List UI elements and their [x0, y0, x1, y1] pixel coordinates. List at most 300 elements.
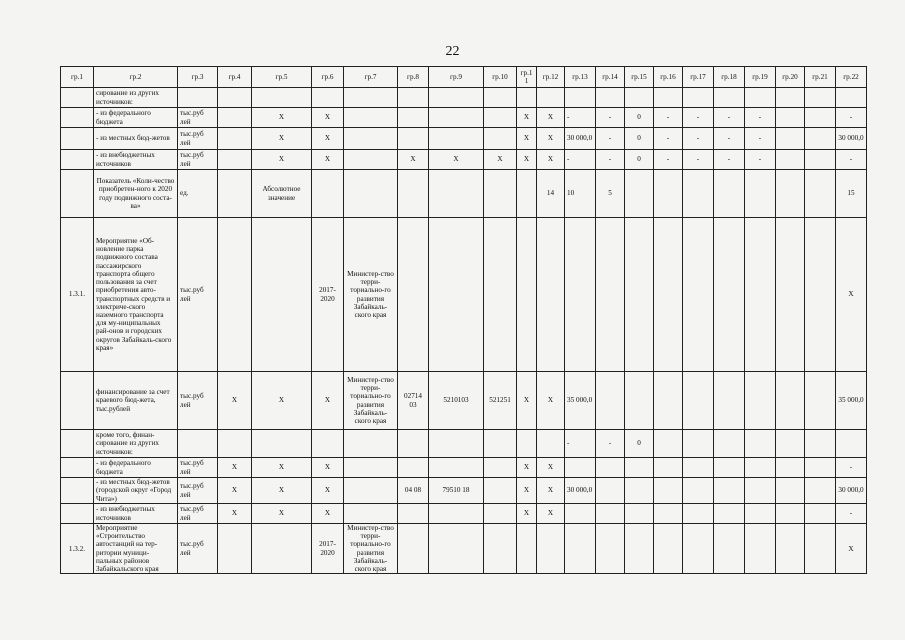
table-cell — [398, 524, 429, 574]
table-cell: - — [836, 108, 867, 128]
row-label-cell: сирование из других источников: — [94, 88, 178, 108]
table-cell — [517, 524, 537, 574]
table-cell — [714, 218, 745, 372]
table-cell: X — [398, 150, 429, 170]
table-cell — [714, 88, 745, 108]
table-cell: - — [654, 150, 683, 170]
table-cell: X — [537, 504, 565, 524]
table-cell — [776, 478, 805, 504]
table-cell — [344, 504, 398, 524]
col-header: гр.1 — [61, 67, 94, 88]
table-cell — [805, 478, 836, 504]
table-cell — [745, 372, 776, 430]
table-cell: 15 — [836, 170, 867, 218]
col-header: гр.12 — [537, 67, 565, 88]
col-header: гр.1 1 — [517, 67, 537, 88]
table-cell — [714, 524, 745, 574]
table-cell: Министер-ство терри-ториально-го развития Забайкаль-ского края — [344, 372, 398, 430]
table-cell — [683, 372, 714, 430]
table-cell — [776, 218, 805, 372]
table-cell — [398, 218, 429, 372]
table-cell: X — [537, 478, 565, 504]
table-cell — [484, 458, 517, 478]
table-cell — [218, 430, 252, 458]
table-row — [61, 458, 867, 478]
table-cell — [484, 88, 517, 108]
table-cell: X — [484, 150, 517, 170]
table-cell: - — [683, 128, 714, 150]
table-cell — [714, 430, 745, 458]
table-cell: X — [537, 108, 565, 128]
table-cell: - — [836, 504, 867, 524]
table-cell — [61, 458, 94, 478]
table-cell: - — [714, 108, 745, 128]
col-header: гр.9 — [429, 67, 484, 88]
table-cell: 1.3.2. — [61, 524, 94, 574]
table-cell: X — [252, 150, 312, 170]
table-cell — [745, 524, 776, 574]
table-cell: 30 000,0 — [565, 478, 596, 504]
table-cell — [398, 128, 429, 150]
table-cell — [596, 458, 625, 478]
table-cell — [625, 458, 654, 478]
table-cell — [805, 430, 836, 458]
table-cell — [484, 524, 517, 574]
table-cell — [429, 108, 484, 128]
table-cell — [805, 170, 836, 218]
table-cell — [596, 218, 625, 372]
row-label-cell: Мероприятие «Строительство автостанций на тер-ритории муници-пальных районов Забайкальского края — [94, 524, 178, 574]
table-cell: тыс.руб лей — [178, 504, 218, 524]
table-cell — [776, 150, 805, 170]
table-cell — [344, 170, 398, 218]
table-cell — [218, 524, 252, 574]
table-cell — [625, 170, 654, 218]
table-cell — [776, 128, 805, 150]
table-row — [61, 372, 867, 430]
table-cell — [398, 170, 429, 218]
table-cell — [836, 430, 867, 458]
table-cell — [484, 170, 517, 218]
table-cell: - — [654, 108, 683, 128]
table-cell: - — [745, 128, 776, 150]
table-cell: - — [565, 150, 596, 170]
table-cell — [776, 504, 805, 524]
row-label-cell: финансирование за счет краевого бюд-жета, тыс.рублей — [94, 372, 178, 430]
table-cell — [312, 430, 344, 458]
table-cell — [745, 504, 776, 524]
table-row — [61, 108, 867, 128]
table-cell — [654, 458, 683, 478]
col-header: гр.5 — [252, 67, 312, 88]
table-cell — [714, 458, 745, 478]
table-cell: X — [218, 504, 252, 524]
table-cell: X — [252, 504, 312, 524]
table-cell — [745, 170, 776, 218]
table-cell — [714, 372, 745, 430]
table-cell — [429, 524, 484, 574]
table-cell — [745, 218, 776, 372]
table-cell — [537, 218, 565, 372]
table-cell — [776, 88, 805, 108]
table-cell — [625, 218, 654, 372]
table-cell: X — [312, 372, 344, 430]
table-cell: 0 — [625, 430, 654, 458]
table-cell — [596, 504, 625, 524]
table-row — [61, 88, 867, 108]
table-cell — [565, 218, 596, 372]
table-cell: 10 — [565, 170, 596, 218]
table-cell: X — [252, 478, 312, 504]
table-cell: - — [596, 430, 625, 458]
table-cell — [683, 478, 714, 504]
table-cell — [776, 430, 805, 458]
table-cell — [344, 128, 398, 150]
table-cell — [484, 108, 517, 128]
table-cell: тыс.руб лей — [178, 150, 218, 170]
table-cell — [429, 430, 484, 458]
table-cell — [178, 430, 218, 458]
page-number: 22 — [445, 44, 460, 59]
table-cell: 0 — [625, 108, 654, 128]
table-cell — [344, 458, 398, 478]
table-cell — [429, 170, 484, 218]
table-cell: 35 000,0 — [565, 372, 596, 430]
row-label-cell: - из местных бюд-жетов — [94, 128, 178, 150]
table-cell — [683, 88, 714, 108]
col-header: гр.15 — [625, 67, 654, 88]
table-cell — [683, 430, 714, 458]
table-cell: X — [312, 478, 344, 504]
table-cell: 30 000,0 — [836, 478, 867, 504]
table-cell: - — [714, 150, 745, 170]
table-cell — [714, 478, 745, 504]
table-cell — [537, 88, 565, 108]
table-cell — [61, 372, 94, 430]
table-cell: тыс.руб лей — [178, 458, 218, 478]
table-cell — [398, 504, 429, 524]
table-cell — [537, 524, 565, 574]
table-cell: тыс.руб лей — [178, 108, 218, 128]
table-cell: - — [836, 150, 867, 170]
table-cell — [654, 372, 683, 430]
table-cell: - — [714, 128, 745, 150]
table-row — [61, 504, 867, 524]
table-cell — [61, 88, 94, 108]
table-cell: X — [312, 458, 344, 478]
table-cell — [805, 504, 836, 524]
table-row — [61, 150, 867, 170]
table-cell — [344, 430, 398, 458]
table-cell: ед. — [178, 170, 218, 218]
table-cell: тыс.руб лей — [178, 128, 218, 150]
table-cell — [654, 478, 683, 504]
table-row — [61, 218, 867, 372]
table-cell — [252, 430, 312, 458]
table-cell — [429, 218, 484, 372]
table-cell — [683, 170, 714, 218]
table-cell: - — [745, 150, 776, 170]
table-row — [61, 524, 867, 574]
table-cell: 04 08 — [398, 478, 429, 504]
table-cell — [344, 478, 398, 504]
table-cell — [776, 372, 805, 430]
table-cell — [745, 88, 776, 108]
table-cell — [776, 108, 805, 128]
table-cell — [61, 170, 94, 218]
col-header: гр.4 — [218, 67, 252, 88]
table-cell — [596, 88, 625, 108]
table-cell — [484, 218, 517, 372]
table-cell: тыс.руб лей — [178, 478, 218, 504]
table-cell — [312, 170, 344, 218]
table-cell: 35 000,0 — [836, 372, 867, 430]
table-cell: 30 000,0 — [565, 128, 596, 150]
table-cell: Абсолютное значение — [252, 170, 312, 218]
table-cell — [683, 458, 714, 478]
table-cell: X — [429, 150, 484, 170]
table-cell — [714, 170, 745, 218]
table-cell: - — [654, 128, 683, 150]
table-cell — [61, 128, 94, 150]
table-cell — [312, 88, 344, 108]
table-cell — [654, 504, 683, 524]
table-cell — [683, 524, 714, 574]
table-cell: X — [252, 108, 312, 128]
table-cell: - — [596, 150, 625, 170]
table-cell — [398, 430, 429, 458]
table-cell: X — [312, 128, 344, 150]
row-label-cell: кроме того, финан-сирование из других источников: — [94, 430, 178, 458]
table-cell — [484, 430, 517, 458]
table-cell — [517, 430, 537, 458]
table-cell — [596, 478, 625, 504]
col-header: гр.14 — [596, 67, 625, 88]
table-cell: Министер-ство терри-ториально-го развития Забайкаль-ского края — [344, 218, 398, 372]
col-header: гр.17 — [683, 67, 714, 88]
table-cell: X — [836, 218, 867, 372]
table-cell — [565, 458, 596, 478]
table-cell: 5 — [596, 170, 625, 218]
table-cell — [805, 524, 836, 574]
table-cell: 2017-2020 — [312, 524, 344, 574]
table-cell: X — [517, 128, 537, 150]
table-cell — [218, 88, 252, 108]
col-header: гр.6 — [312, 67, 344, 88]
col-header: гр.22 — [836, 67, 867, 88]
table-cell: 02714 03 — [398, 372, 429, 430]
table-cell — [218, 218, 252, 372]
table-cell — [398, 88, 429, 108]
table-cell — [61, 478, 94, 504]
col-header: гр.10 — [484, 67, 517, 88]
table-cell — [654, 88, 683, 108]
table-cell: X — [517, 150, 537, 170]
table-cell — [517, 88, 537, 108]
table-cell: X — [836, 524, 867, 574]
table-cell — [565, 504, 596, 524]
table-cell — [745, 458, 776, 478]
table-cell: 30 000,0 — [836, 128, 867, 150]
table-cell — [252, 218, 312, 372]
table-cell — [218, 108, 252, 128]
table-cell — [429, 88, 484, 108]
table-cell: X — [517, 372, 537, 430]
table-cell — [654, 170, 683, 218]
table-cell — [429, 458, 484, 478]
table-row — [61, 128, 867, 150]
table-cell — [252, 524, 312, 574]
col-header: гр.19 — [745, 67, 776, 88]
table-cell — [218, 128, 252, 150]
table-cell — [61, 430, 94, 458]
table-cell: - — [745, 108, 776, 128]
table-cell — [218, 150, 252, 170]
table-cell — [565, 88, 596, 108]
table-cell — [625, 478, 654, 504]
table-cell: - — [596, 128, 625, 150]
table-cell: X — [312, 150, 344, 170]
table-cell: X — [312, 504, 344, 524]
table-cell: - — [596, 108, 625, 128]
table-cell — [565, 524, 596, 574]
table-cell — [517, 218, 537, 372]
table-cell — [398, 458, 429, 478]
table-cell — [484, 504, 517, 524]
table-cell: X — [252, 128, 312, 150]
table-cell — [625, 372, 654, 430]
table-cell — [625, 524, 654, 574]
table-cell — [596, 524, 625, 574]
table-cell: 14 — [537, 170, 565, 218]
table-cell: - — [683, 108, 714, 128]
row-label-cell: Мероприятие «Об-новление парка подвижного состава пассажирского транспорта общего пользования за счет приобретения авто-транспортных средств и электриче-ского наземного транспорта для му-ниципальных рай-онов и городских округов Забайкаль-ского края» — [94, 218, 178, 372]
table-cell: X — [517, 108, 537, 128]
row-label-cell: - из местных бюд-жетов (городской округ «Город Чита») — [94, 478, 178, 504]
table-cell — [805, 128, 836, 150]
table-cell — [805, 150, 836, 170]
table-cell: 1.3.1. — [61, 218, 94, 372]
table-cell — [654, 524, 683, 574]
table-cell — [776, 458, 805, 478]
table-cell — [429, 504, 484, 524]
table-cell — [805, 88, 836, 108]
table-cell: X — [537, 458, 565, 478]
budget-table — [60, 66, 867, 574]
table-cell — [776, 524, 805, 574]
table-cell: X — [218, 478, 252, 504]
table-cell: - — [565, 108, 596, 128]
table-cell — [484, 128, 517, 150]
table-cell: X — [517, 478, 537, 504]
col-header: гр.21 — [805, 67, 836, 88]
table-cell — [683, 218, 714, 372]
table-cell — [218, 170, 252, 218]
table-cell — [537, 430, 565, 458]
col-header: гр.20 — [776, 67, 805, 88]
table-cell: X — [537, 150, 565, 170]
table-cell — [836, 88, 867, 108]
table-cell: 0 — [625, 150, 654, 170]
table-cell — [178, 88, 218, 108]
col-header: гр.3 — [178, 67, 218, 88]
table-cell: X — [218, 372, 252, 430]
table-cell: 79510 18 — [429, 478, 484, 504]
table-cell — [61, 108, 94, 128]
table-row — [61, 170, 867, 218]
table-cell — [625, 504, 654, 524]
table-cell: Министер-ство терри-ториально-го развития Забайкаль-ского края — [344, 524, 398, 574]
table-cell — [596, 372, 625, 430]
table-cell: - — [565, 430, 596, 458]
table-cell — [61, 504, 94, 524]
table-cell — [805, 108, 836, 128]
table-cell: 2017-2020 — [312, 218, 344, 372]
table-cell — [654, 430, 683, 458]
table-cell: тыс.руб лей — [178, 218, 218, 372]
table-cell: 0 — [625, 128, 654, 150]
col-header: гр.2 — [94, 67, 178, 88]
table-cell — [344, 108, 398, 128]
table-cell — [61, 150, 94, 170]
table-cell: X — [517, 504, 537, 524]
table-cell — [252, 88, 312, 108]
table-cell — [484, 478, 517, 504]
table-cell — [745, 478, 776, 504]
table-cell: X — [517, 458, 537, 478]
col-header: гр.16 — [654, 67, 683, 88]
table-cell — [625, 88, 654, 108]
table-cell — [776, 170, 805, 218]
table-cell — [714, 504, 745, 524]
table-cell — [683, 504, 714, 524]
table-row — [61, 478, 867, 504]
col-header: гр.13 — [565, 67, 596, 88]
table-cell — [654, 218, 683, 372]
table-cell — [517, 170, 537, 218]
table-cell: - — [836, 458, 867, 478]
table-cell: X — [252, 372, 312, 430]
table-cell — [805, 218, 836, 372]
table-cell — [805, 372, 836, 430]
col-header: гр.18 — [714, 67, 745, 88]
table-cell: тыс.руб лей — [178, 372, 218, 430]
row-label-cell: - из внебюджетных источников — [94, 150, 178, 170]
row-label-cell: - из внебюджетных источников — [94, 504, 178, 524]
col-header: гр.7 — [344, 67, 398, 88]
table-cell — [745, 430, 776, 458]
table-cell: - — [683, 150, 714, 170]
table-cell: X — [218, 458, 252, 478]
col-header: гр.8 — [398, 67, 429, 88]
table-cell: X — [312, 108, 344, 128]
table-cell: 521251 — [484, 372, 517, 430]
table-cell: X — [537, 372, 565, 430]
table-cell — [344, 88, 398, 108]
table-cell — [398, 108, 429, 128]
table-cell: 5210103 — [429, 372, 484, 430]
table-cell: X — [252, 458, 312, 478]
row-label-cell: - из федерального бюджета — [94, 458, 178, 478]
table-cell: X — [537, 128, 565, 150]
table-row — [61, 430, 867, 458]
table-cell — [429, 128, 484, 150]
table-cell — [344, 150, 398, 170]
table-cell — [805, 458, 836, 478]
header-row — [61, 67, 867, 88]
table-cell: тыс.руб лей — [178, 524, 218, 574]
row-label-cell: - из федерального бюджета — [94, 108, 178, 128]
